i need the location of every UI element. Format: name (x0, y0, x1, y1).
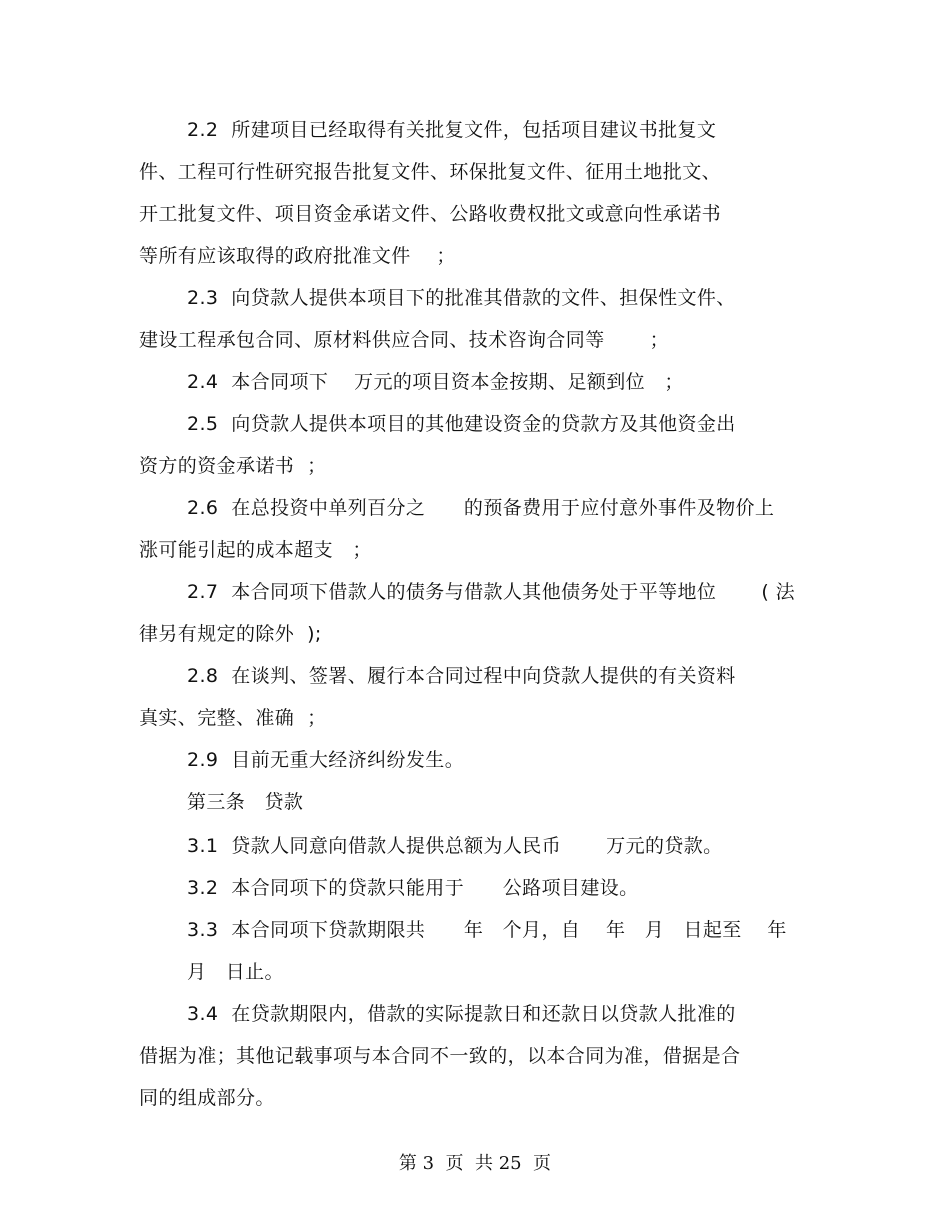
text-line: 涨可能引起的成本超支 ； (139, 539, 372, 561)
text-line: 等所有应该取得的政府批准文件 ； (139, 245, 456, 267)
text-line: 2.9 目前无重大经济纠纷发生。 (187, 749, 465, 771)
text-line: 2.5 向贷款人提供本项目的其他建设资金的贷款方及其他资金出 (187, 413, 736, 435)
text-line: 2.2 所建项目已经取得有关批复文件，包括项目建议书批复文 (187, 119, 717, 141)
text-line: 借据为准；其他记载事项与本合同不一致的，以本合同为准，借据是合 (139, 1045, 741, 1067)
text-line: 2.4 本合同项下 万元的项目资本金按期、足额到位 ； (187, 371, 684, 393)
text-line: 同的组成部分。 (139, 1087, 275, 1109)
text-line: 件、工程可行性研究报告批复文件、环保批复文件、征用土地批文、 (139, 161, 722, 183)
text-line: 建设工程承包合同、原材料供应合同、技术咨询合同等 ； (139, 329, 670, 351)
text-line: 2.3 向贷款人提供本项目下的批准其借款的文件、担保性文件、 (187, 287, 736, 309)
text-line: 3.3 本合同项下贷款期限共 年 个月，自 年 月 日起至 年 (187, 919, 787, 941)
text-line: 真实、完整、准确 ； (139, 707, 327, 729)
text-line: 2.8 在谈判、签署、履行本合同过程中向贷款人提供的有关资料 (187, 665, 736, 687)
section-heading: 第三条 贷款 (187, 791, 304, 813)
text-line: 2.7 本合同项下借款人的债务与借款人其他债务处于平等地位 ( 法 (187, 581, 796, 603)
text-line: 律另有规定的除外 ); (139, 623, 322, 645)
page-number-footer: 第 3 页 共 25 页 (398, 1153, 552, 1174)
text-line: 月 日止。 (187, 961, 284, 983)
text-line: 资方的资金承诺书 ； (139, 455, 327, 477)
text-line: 3.2 本合同项下的贷款只能用于 公路项目建设。 (187, 877, 639, 899)
text-line: 开工批复文件、项目资金承诺文件、公路收费权批文或意向性承诺书 (139, 203, 722, 225)
text-line: 3.4 在贷款期限内，借款的实际提款日和还款日以贷款人批准的 (187, 1003, 736, 1025)
text-line: 3.1 贷款人同意向借款人提供总额为人民币 万元的贷款。 (187, 835, 723, 857)
text-line: 2.6 在总投资中单列百分之 的预备费用于应付意外事件及物价上 (187, 497, 775, 519)
